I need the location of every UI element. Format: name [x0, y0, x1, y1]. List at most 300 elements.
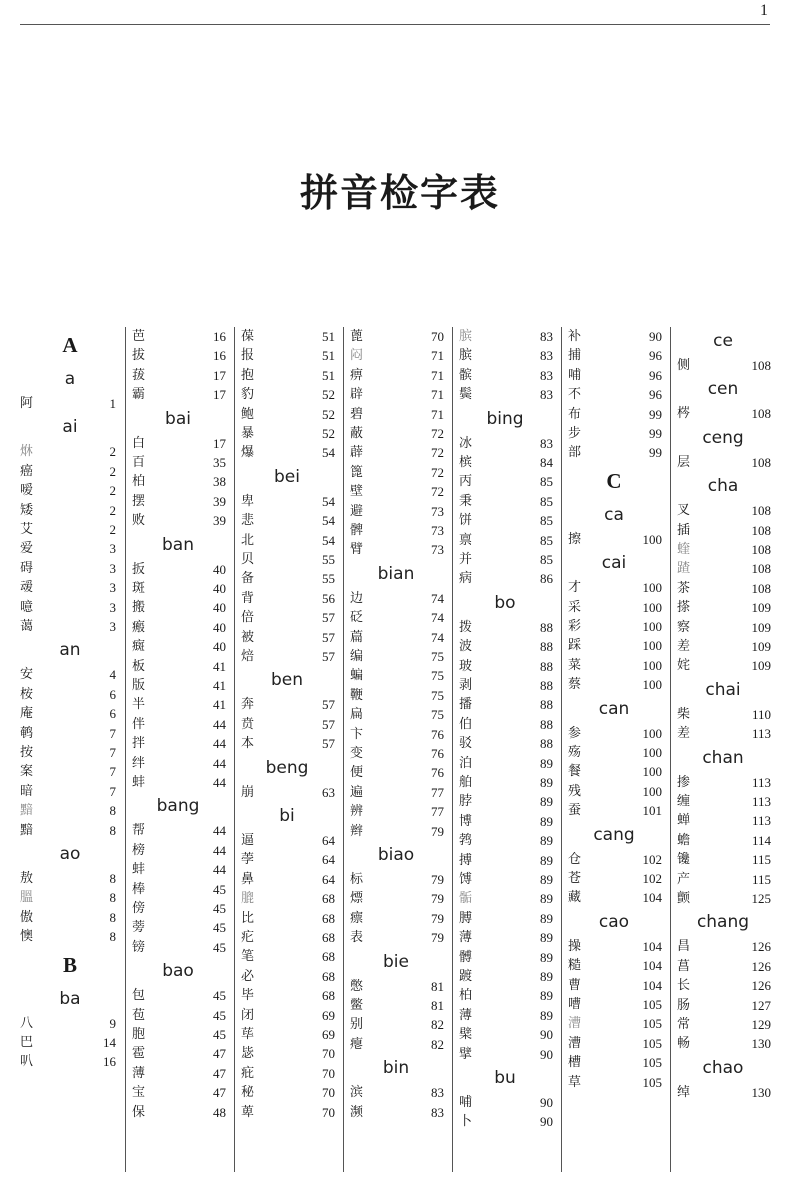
entry-page-number: 47	[213, 1085, 226, 1101]
entry-page-number: 70	[322, 1046, 335, 1062]
entry-character: 擦	[568, 531, 582, 547]
entry-page-number: 102	[642, 871, 662, 886]
pinyin-heading: chai	[705, 679, 741, 700]
entry-character: 博	[459, 813, 473, 829]
entry-page-number: 100	[642, 599, 662, 615]
index-entry	[132, 385, 226, 404]
entry-page-number: 47	[213, 1046, 226, 1062]
entry-page-number: 96	[649, 367, 662, 383]
entry-character: 茶	[677, 580, 691, 596]
entry-character: 蝉	[677, 813, 691, 829]
entry-page-number: 75	[431, 707, 444, 723]
entry-character: 蔡	[568, 677, 582, 693]
entry-character: 蚌	[132, 775, 146, 790]
entry-page-number: 83	[540, 329, 553, 344]
entry-character: 膃	[20, 890, 34, 906]
entry-character: 膑	[459, 329, 473, 344]
entry-character: 姹	[677, 658, 691, 674]
index-entry	[677, 850, 771, 869]
index-entry	[20, 617, 116, 636]
entry-page-number: 72	[431, 426, 444, 441]
entry-character: 驳	[459, 736, 473, 752]
index-entry	[459, 385, 553, 404]
entry-page-number: 96	[649, 387, 662, 403]
entry-page-number: 41	[213, 678, 226, 693]
index-entry	[132, 618, 226, 637]
entry-page-number: 40	[213, 639, 226, 655]
entry-character: 奔	[241, 697, 255, 713]
index-entry	[20, 782, 116, 801]
entry-page-number: 3	[109, 619, 116, 634]
entry-character: 噫	[20, 599, 34, 615]
entry-character: 蓖	[350, 329, 364, 344]
entry-page-number: 79	[431, 891, 444, 907]
entry-page-number: 35	[213, 455, 226, 470]
index-entry	[459, 928, 553, 947]
entry-page-number: 82	[431, 1017, 444, 1033]
index-column-3	[234, 327, 339, 1172]
entry-character: 榜	[132, 842, 146, 858]
index-section-letter: A	[62, 333, 78, 357]
entry-page-number: 113	[751, 774, 771, 790]
entry-character: 傍	[132, 901, 146, 916]
entry-character: 背	[241, 590, 255, 606]
index-entry	[350, 802, 444, 821]
index-entry	[20, 501, 116, 520]
index-entry	[677, 773, 771, 792]
index-entry	[568, 346, 662, 365]
entry-character: 摆	[132, 493, 146, 509]
index-entry	[241, 589, 335, 608]
entry-page-number: 8	[109, 822, 116, 838]
entry-page-number: 74	[431, 629, 444, 645]
entry-character: 濒	[350, 1104, 364, 1120]
pinyin-heading: bao	[162, 961, 194, 982]
index-entry	[350, 909, 444, 928]
entry-page-number: 76	[431, 746, 444, 761]
index-entry	[132, 1083, 226, 1102]
index-entry	[568, 636, 662, 655]
index-entry	[350, 725, 444, 744]
index-entry	[350, 870, 444, 889]
entry-character: 黯	[20, 803, 34, 819]
entry-page-number: 71	[431, 387, 444, 403]
index-entry	[350, 928, 444, 947]
entry-character: 卜	[459, 1114, 473, 1130]
entry-page-number: 89	[540, 833, 553, 849]
entry-character: 案	[20, 764, 34, 780]
pinyin-heading: cai	[601, 553, 627, 574]
entry-page-number: 72	[431, 484, 444, 500]
entry-character: 斑	[132, 581, 146, 596]
entry-page-number: 71	[431, 348, 444, 364]
entry-character: 膍	[241, 891, 255, 907]
index-entry	[459, 851, 553, 870]
index-entry	[241, 850, 335, 869]
entry-character: 菖	[677, 958, 691, 974]
entry-page-number: 57	[322, 610, 335, 626]
index-entry	[459, 511, 553, 530]
entry-character: 笔	[241, 949, 255, 965]
index-entry	[132, 676, 226, 695]
entry-page-number: 126	[751, 958, 771, 974]
index-entry	[350, 424, 444, 443]
entry-page-number: 2	[109, 502, 116, 518]
index-entry	[350, 763, 444, 782]
entry-page-number: 115	[751, 871, 771, 887]
entry-page-number: 40	[213, 619, 226, 635]
index-entry	[132, 598, 226, 617]
entry-character: 霸	[132, 387, 146, 403]
entry-page-number: 99	[649, 445, 662, 461]
index-entry	[20, 539, 116, 558]
index-entry	[350, 366, 444, 385]
entry-character: 痹	[350, 367, 364, 383]
index-entry	[459, 676, 553, 695]
index-entry	[241, 385, 335, 404]
index-entry	[677, 356, 771, 375]
entry-character: 荸	[241, 852, 255, 868]
entry-character: 拔	[132, 348, 146, 364]
entry-character: 蔽	[350, 426, 364, 441]
entry-character: 饼	[459, 513, 473, 529]
index-entry	[132, 899, 226, 918]
entry-page-number: 45	[213, 881, 226, 897]
index-entry	[132, 366, 226, 385]
entry-character: 被	[241, 629, 255, 645]
entry-page-number: 57	[322, 629, 335, 645]
entry-page-number: 96	[649, 348, 662, 364]
entry-page-number: 89	[540, 1007, 553, 1023]
index-entry	[132, 657, 226, 676]
entry-page-number: 75	[431, 668, 444, 684]
index-entry	[241, 1006, 335, 1025]
index-entry	[132, 695, 226, 714]
index-entry	[677, 705, 771, 724]
entry-page-number: 75	[431, 649, 444, 664]
index-entry	[568, 617, 662, 636]
index-entry	[241, 511, 335, 530]
index-entry	[568, 995, 662, 1014]
index-entry	[241, 831, 335, 850]
entry-character: 操	[568, 938, 582, 954]
index-entry	[677, 559, 771, 578]
entry-page-number: 17	[213, 367, 226, 383]
index-entry	[20, 743, 116, 762]
entry-character: 鼻	[241, 871, 255, 887]
entry-page-number: 69	[322, 1007, 335, 1023]
entry-page-number: 17	[213, 387, 226, 403]
index-entry	[459, 831, 553, 850]
entry-page-number: 8	[109, 871, 116, 886]
index-entry	[132, 492, 226, 511]
entry-character: 冰	[459, 435, 473, 451]
entry-page-number: 100	[642, 638, 662, 654]
index-entry	[132, 453, 226, 472]
index-entry	[677, 957, 771, 976]
entry-page-number: 68	[322, 949, 335, 965]
index-entry	[241, 366, 335, 385]
entry-page-number: 44	[213, 755, 226, 771]
entry-page-number: 44	[213, 736, 226, 752]
entry-character: 焙	[241, 649, 255, 664]
entry-character: 布	[568, 406, 582, 422]
index-entry	[459, 986, 553, 1005]
entry-page-number: 68	[322, 891, 335, 907]
pinyin-heading: chang	[696, 912, 750, 933]
entry-character: 槽	[568, 1055, 582, 1071]
index-entry	[350, 705, 444, 724]
entry-character: 檗	[459, 1027, 473, 1043]
entry-character: 北	[241, 532, 255, 548]
entry-page-number: 51	[322, 329, 335, 344]
pinyin-heading: ban	[162, 534, 194, 555]
index-section-letter: C	[606, 468, 622, 493]
entry-character: 萹	[350, 629, 364, 645]
entry-character: 秘	[241, 1085, 255, 1101]
entry-character: 憋	[350, 978, 364, 994]
entry-page-number: 40	[213, 600, 226, 616]
index-entry	[568, 888, 662, 907]
entry-character: 才	[568, 580, 582, 596]
index-entry	[241, 346, 335, 365]
entry-character: 贲	[241, 716, 255, 732]
entry-page-number: 40	[213, 561, 226, 577]
entry-page-number: 89	[540, 988, 553, 1004]
pinyin-heading: bei	[274, 466, 300, 487]
entry-character: 肠	[677, 997, 691, 1013]
pinyin-heading: an	[59, 640, 81, 661]
index-entry	[350, 1103, 444, 1122]
entry-character: 遍	[350, 784, 364, 800]
entry-page-number: 70	[322, 1065, 335, 1081]
entry-character: 哺	[459, 1095, 473, 1110]
entry-character: 苞	[132, 1007, 146, 1023]
index-entry	[241, 1064, 335, 1083]
index-column-7	[670, 327, 775, 1172]
entry-character: 薜	[350, 445, 364, 461]
index-entry	[350, 327, 444, 346]
entry-page-number: 54	[322, 532, 335, 548]
entry-character: 并	[459, 552, 473, 567]
index-entry	[677, 1015, 771, 1034]
entry-page-number: 1	[109, 396, 116, 411]
entry-page-number: 101	[642, 803, 662, 819]
index-entry	[350, 1015, 444, 1034]
entry-page-number: 84	[540, 455, 553, 470]
index-entry	[350, 744, 444, 763]
entry-character: 备	[241, 571, 255, 587]
index-entry	[20, 462, 116, 481]
entry-character: 逼	[241, 833, 255, 848]
entry-character: 葆	[241, 329, 255, 344]
index-entry	[459, 550, 553, 569]
entry-page-number: 71	[431, 367, 444, 383]
index-entry	[241, 967, 335, 986]
entry-page-number: 7	[109, 745, 116, 760]
entry-page-number: 100	[642, 677, 662, 693]
entry-character: 半	[132, 697, 146, 713]
entry-page-number: 85	[540, 493, 553, 509]
entry-character: 懊	[20, 929, 34, 945]
index-entry	[20, 704, 116, 723]
index-entry	[459, 618, 553, 637]
index-entry	[20, 481, 116, 500]
index-entry	[241, 986, 335, 1005]
index-entry	[241, 569, 335, 588]
entry-character: 编	[350, 649, 364, 664]
entry-page-number: 47	[213, 1065, 226, 1081]
index-entry	[677, 521, 771, 540]
entry-page-number: 85	[540, 532, 553, 548]
entry-character: 产	[677, 871, 691, 887]
entry-character: 白	[132, 435, 146, 451]
entry-page-number: 83	[431, 1104, 444, 1120]
entry-page-number: 89	[540, 910, 553, 926]
entry-page-number: 109	[751, 658, 771, 674]
entry-character: 篦	[350, 464, 364, 480]
entry-page-number: 89	[540, 852, 553, 868]
index-entry	[677, 656, 771, 675]
entry-character: 蝰	[677, 542, 691, 557]
entry-character: 扁	[350, 707, 364, 723]
entry-page-number: 85	[540, 513, 553, 529]
entry-page-number: 64	[322, 871, 335, 887]
index-entry	[568, 327, 662, 346]
entry-page-number: 3	[109, 541, 116, 557]
index-entry	[459, 346, 553, 365]
entry-page-number: 38	[213, 474, 226, 490]
entry-character: 补	[568, 329, 582, 344]
index-entry	[350, 686, 444, 705]
entry-page-number: 52	[322, 387, 335, 403]
entry-page-number: 2	[109, 483, 116, 499]
entry-character: 棒	[132, 881, 146, 897]
entry-page-number: 2	[109, 463, 116, 479]
entry-character: 豹	[241, 387, 255, 403]
entry-character: 馎	[459, 872, 473, 887]
index-entry	[459, 637, 553, 656]
index-entry	[132, 1006, 226, 1025]
entry-character: 彩	[568, 619, 582, 634]
entry-character: 悲	[241, 513, 255, 529]
index-entry	[350, 589, 444, 608]
entry-page-number: 68	[322, 910, 335, 926]
index-entry	[459, 812, 553, 831]
entry-character: 嗳	[20, 483, 34, 499]
entry-page-number: 89	[540, 755, 553, 771]
entry-character: 抱	[241, 367, 255, 383]
entry-page-number: 64	[322, 833, 335, 848]
pinyin-heading: cao	[598, 911, 630, 932]
entry-page-number: 86	[540, 571, 553, 587]
index-entry	[459, 1112, 553, 1131]
entry-page-number: 39	[213, 493, 226, 509]
entry-character: 播	[459, 697, 473, 713]
pinyin-heading: cang	[593, 824, 635, 845]
index-entry	[20, 869, 116, 888]
index-entry	[568, 782, 662, 801]
entry-page-number: 45	[213, 1007, 226, 1023]
entry-character: 嘈	[568, 997, 582, 1012]
entry-page-number: 16	[213, 348, 226, 364]
pinyin-heading: cha	[707, 476, 739, 497]
index-entry	[132, 773, 226, 792]
entry-page-number: 56	[322, 590, 335, 606]
entry-page-number: 41	[213, 658, 226, 674]
entry-character: 熛	[350, 891, 364, 907]
index-entry	[568, 743, 662, 762]
entry-character: 殇	[568, 745, 582, 760]
entry-character: 爆	[241, 445, 255, 461]
index-entry	[132, 754, 226, 773]
index-entry	[459, 695, 553, 714]
pinyin-heading: bi	[279, 806, 295, 826]
entry-character: 倍	[241, 610, 255, 626]
entry-page-number: 3	[109, 580, 116, 596]
entry-character: 臂	[350, 542, 364, 558]
entry-character: 踩	[568, 638, 582, 654]
entry-character: 薄	[132, 1065, 146, 1081]
entry-page-number: 108	[751, 503, 771, 519]
index-entry	[568, 405, 662, 424]
index-entry	[568, 850, 662, 869]
entry-character: 辟	[350, 387, 364, 403]
entry-page-number: 68	[322, 988, 335, 1004]
entry-character: 踱	[459, 969, 473, 984]
entry-page-number: 70	[322, 1085, 335, 1101]
entry-page-number: 102	[642, 851, 662, 867]
index-entry	[132, 560, 226, 579]
entry-character: 表	[350, 930, 364, 946]
entry-character: 蒡	[132, 920, 146, 936]
index-entry	[241, 928, 335, 947]
index-entry	[20, 442, 116, 461]
entry-page-number: 88	[540, 639, 553, 655]
index-entry	[132, 1064, 226, 1083]
entry-page-number: 44	[213, 842, 226, 858]
entry-character: 侧	[677, 358, 691, 373]
entry-character: 暴	[241, 426, 255, 441]
index-entry	[568, 530, 662, 549]
entry-character: 泊	[459, 755, 473, 771]
entry-character: 缠	[677, 794, 691, 809]
index-entry	[350, 463, 444, 482]
entry-page-number: 57	[322, 716, 335, 732]
entry-page-number: 100	[642, 657, 662, 673]
entry-character: 柏	[132, 474, 146, 490]
pinyin-heading: bo	[494, 592, 516, 613]
entry-character: 疕	[241, 930, 255, 945]
entry-page-number: 105	[642, 1016, 662, 1032]
entry-character: 拨	[459, 619, 473, 635]
index-entry	[241, 870, 335, 889]
index-entry	[350, 385, 444, 404]
entry-character: 比	[241, 910, 255, 926]
index-entry	[241, 715, 335, 734]
entry-character: 掺	[677, 774, 691, 790]
entry-character: 绰	[677, 1084, 691, 1100]
entry-character: 秉	[459, 493, 473, 509]
index-entry	[241, 327, 335, 346]
entry-character: 脖	[459, 794, 473, 810]
entry-character: 菝	[132, 367, 146, 383]
index-entry	[350, 889, 444, 908]
entry-page-number: 89	[540, 872, 553, 887]
entry-page-number: 100	[642, 783, 662, 799]
index-entry	[459, 1006, 553, 1025]
pinyin-heading: ca	[604, 504, 624, 525]
